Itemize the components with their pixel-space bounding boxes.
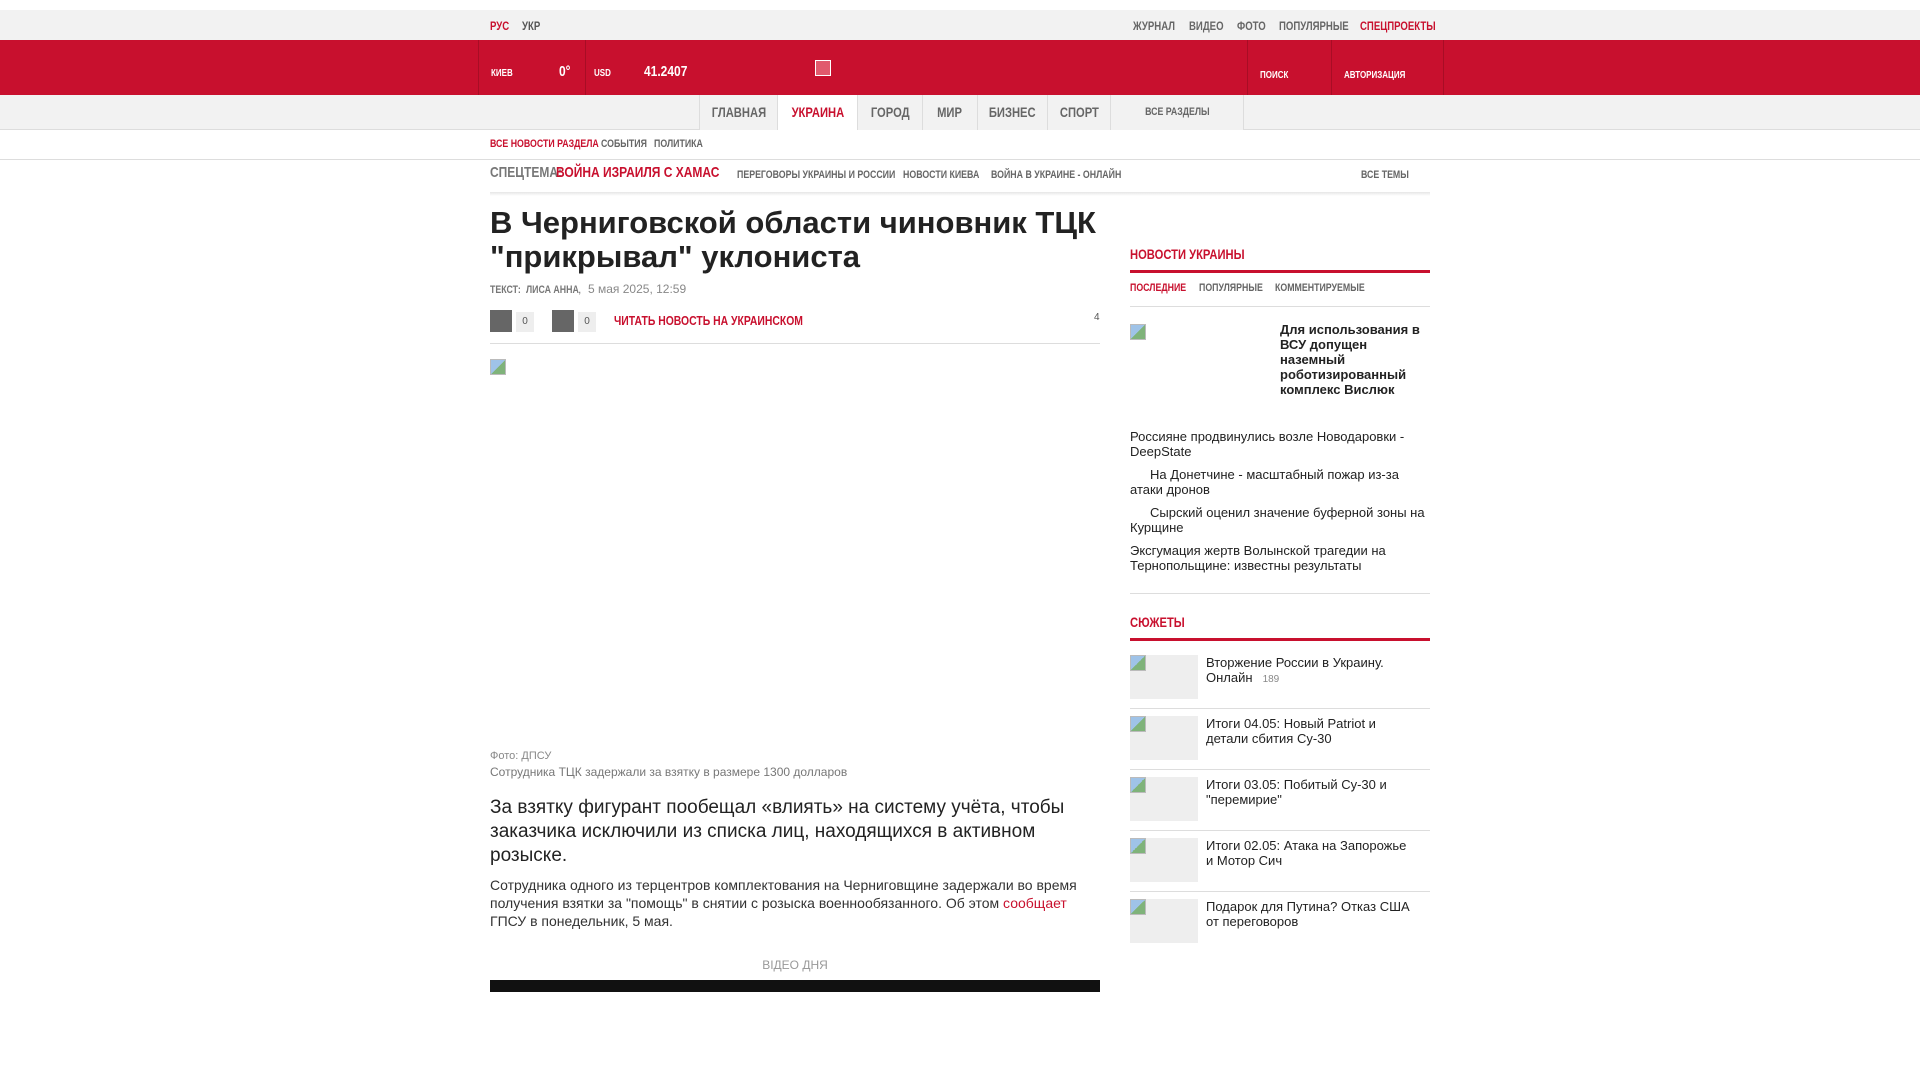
story-title: Подарок для Путина? Отказ США от переговоров (1206, 899, 1410, 929)
nav-item-ukraine[interactable] (777, 95, 857, 130)
story-text (1206, 716, 1416, 746)
spec-topic-label: СПЕЦТЕМА: (490, 164, 563, 181)
story-title: Итоги 04.05: Новый Patriot и детали сбития Су-30 (1206, 716, 1376, 746)
featured-news-title[interactable]: Для использования в ВСУ допущен наземный роботизированный комплекс Вислюк (1280, 322, 1420, 397)
nav-item-business[interactable] (977, 95, 1047, 130)
story-thumbnail (1130, 655, 1198, 699)
sidebar-tab-latest[interactable]: ПОСЛЕДНИЕ (1130, 282, 1187, 294)
top-link-popular[interactable]: ПОПУЛЯРНЫЕ (1279, 19, 1349, 33)
news-item[interactable]: Россияне продвинулись возле Новодаровки - DeepState (1130, 429, 1405, 459)
top-link-photo[interactable]: ФОТО (1237, 19, 1266, 33)
subnav-all-news[interactable]: ВСЕ НОВОСТИ РАЗДЕЛА (490, 138, 599, 150)
story-divider (1130, 891, 1430, 892)
site-logo[interactable] (815, 60, 831, 76)
article-divider (490, 343, 1100, 344)
nav-item-main[interactable] (699, 95, 777, 130)
subnav-politics[interactable]: ПОЛИТИКА (654, 138, 703, 150)
share-count: 0 (516, 312, 534, 332)
story-thumbnail (1130, 716, 1198, 760)
lang-ru-link[interactable]: РУС (490, 19, 510, 33)
story-text (1206, 838, 1416, 868)
spec-all-topics[interactable]: ВСЕ ТЕМЫ (1361, 169, 1409, 181)
story-image (1130, 777, 1146, 793)
share-count: 0 (578, 312, 596, 332)
temperature-value: 0° (559, 63, 571, 80)
video-of-day-label: ВІДЕО ДНЯ (762, 958, 828, 972)
weather-widget[interactable] (478, 40, 585, 95)
article-main-image (490, 359, 506, 375)
city-label: КИЕВ (491, 68, 513, 79)
story-count: 189 (1262, 674, 1280, 685)
story-text (1206, 655, 1416, 687)
nav-all-sections[interactable] (1110, 95, 1244, 130)
story-image (1130, 716, 1146, 732)
story-thumbnail (1130, 838, 1198, 882)
nav-item-label: МИР (937, 104, 963, 120)
video-player[interactable] (490, 980, 1100, 992)
story-text (1206, 777, 1416, 807)
nav-item-label: БИЗНЕС (989, 104, 1036, 120)
author-name[interactable]: ЛИСА АННА (525, 284, 579, 296)
story-divider (1130, 769, 1430, 770)
spec-link-war-online[interactable]: ВОЙНА В УКРАИНЕ - ОНЛАЙН (991, 169, 1122, 181)
top-bar (0, 10, 1920, 40)
lang-ua-link[interactable]: УКР (522, 19, 541, 33)
article-byline: ТЕКСТ: ЛИСА АННА, 5 мая 2025, 12:59 (490, 282, 687, 296)
nav-item-world[interactable] (922, 95, 977, 130)
comments-count[interactable]: 4 (1094, 312, 1100, 323)
site-header (0, 40, 1920, 95)
photo-caption: Сотрудника ТЦК задержали за взятку в размере 1300 долларов (490, 765, 848, 779)
article-body (490, 876, 1100, 930)
auth-label: АВТОРИЗАЦИЯ (1344, 70, 1406, 81)
top-link-special-projects[interactable]: СПЕЦПРОЕКТЫ (1360, 19, 1436, 33)
spec-link-negotiations[interactable]: ПЕРЕГОВОРЫ УКРАИНЫ И РОССИИ (737, 169, 896, 181)
sidebar-tab-commented[interactable]: КОММЕНТИРУЕМЫЕ (1275, 282, 1365, 294)
story-image (1130, 899, 1146, 915)
sub-nav (0, 130, 1920, 160)
news-item[interactable]: Эксгумация жертв Волынской трагедии на Тернопольщине: известны результаты (1130, 543, 1386, 573)
spec-topic-link[interactable]: ВОЙНА ИЗРАИЛЯ С ХАМАС (556, 164, 720, 181)
source-link[interactable]: сообщает (1003, 895, 1067, 911)
author-prefix: ТЕКСТ: (490, 284, 521, 296)
news-item[interactable]: На Донетчине - масштабный пожар из-за атаки дронов (1130, 467, 1399, 497)
story-item[interactable] (1130, 838, 1430, 898)
story-item[interactable] (1130, 716, 1430, 776)
nav-item-label: ГЛАВНАЯ (711, 104, 766, 120)
story-image (1130, 655, 1146, 671)
nav-item-label: СПОРТ (1059, 104, 1099, 120)
top-link-video[interactable]: ВИДЕО (1189, 19, 1224, 33)
story-divider (1130, 830, 1430, 831)
spec-topic-bar (490, 160, 1430, 194)
story-title: Итоги 02.05: Атака на Запорожье и Мотор Сич (1206, 838, 1407, 868)
story-title: Вторжение России в Украину. Онлайн (1206, 655, 1384, 685)
article-lead: За взятку фигурант пообещал «влиять» на систему учёта, чтобы заказчика исключили из списка лиц, находящихся в активном розыске. (490, 797, 1065, 866)
story-text (1206, 899, 1416, 929)
article-title: В Черниговской области чиновник ТЦК "прикрывал" уклониста (490, 205, 1096, 274)
story-title: Итоги 03.05: Побитый Су-30 и "перемирие" (1206, 777, 1387, 807)
read-ukrainian-link[interactable]: ЧИТАТЬ НОВОСТЬ НА УКРАИНСКОМ (614, 313, 803, 328)
sidebar-section-divider (1130, 593, 1430, 594)
nav-item-label: ВСЕ РАЗДЕЛЫ (1144, 106, 1210, 118)
nav-item-city[interactable] (857, 95, 922, 130)
story-item[interactable] (1130, 655, 1430, 715)
spec-shadow-divider (490, 192, 1430, 196)
currency-rate: 41.2407 (644, 63, 688, 80)
story-image (1130, 838, 1146, 854)
story-thumbnail (1130, 777, 1198, 821)
facebook-icon (490, 310, 512, 332)
sidebar-tab-popular[interactable]: ПОПУЛЯРНЫЕ (1199, 282, 1263, 294)
news-item[interactable]: Сырский оценил значение буферной зоны на Курщине (1130, 505, 1425, 535)
sidebar-tabs-divider (1130, 306, 1430, 307)
article-date: 5 мая 2025, 12:59 (587, 282, 687, 296)
body-text: ГПСУ в понедельник, 5 мая. (490, 913, 673, 929)
main-nav (0, 95, 1920, 130)
currency-widget[interactable] (585, 40, 705, 95)
nav-item-sport[interactable] (1047, 95, 1110, 130)
currency-label: USD (594, 68, 611, 79)
story-item[interactable] (1130, 899, 1430, 959)
story-item[interactable] (1130, 777, 1430, 837)
auth-button[interactable] (1331, 40, 1444, 95)
story-divider (1130, 708, 1430, 709)
body-text: Сотрудника одного из терцентров комплектования на Черниговщине задержали во время получения взятки за "помощь" в снятии с розыска военнообязанного. Об этом (490, 877, 1077, 911)
top-link-journal[interactable]: ЖУРНАЛ (1133, 19, 1176, 33)
featured-news-image[interactable] (1130, 324, 1146, 340)
sidebar-stories-heading[interactable]: СЮЖЕТЫ (1130, 614, 1185, 630)
story-thumbnail (1130, 899, 1198, 943)
nav-item-label: УКРАИНА (791, 104, 844, 120)
photo-credit: Фото: ДПСУ (490, 750, 552, 762)
spec-link-kyiv-news[interactable]: НОВОСТИ КИЕВА (903, 169, 980, 181)
telegram-icon (552, 310, 574, 332)
subnav-events[interactable]: СОБЫТИЯ (601, 138, 647, 150)
sidebar-stories-rule (1130, 638, 1430, 641)
nav-item-label: ГОРОД (870, 104, 910, 120)
search-label: ПОИСК (1260, 70, 1289, 81)
sidebar-news-heading[interactable]: НОВОСТИ УКРАИНЫ (1130, 246, 1245, 262)
sidebar-news-rule (1130, 270, 1430, 273)
search-button[interactable] (1247, 40, 1331, 95)
